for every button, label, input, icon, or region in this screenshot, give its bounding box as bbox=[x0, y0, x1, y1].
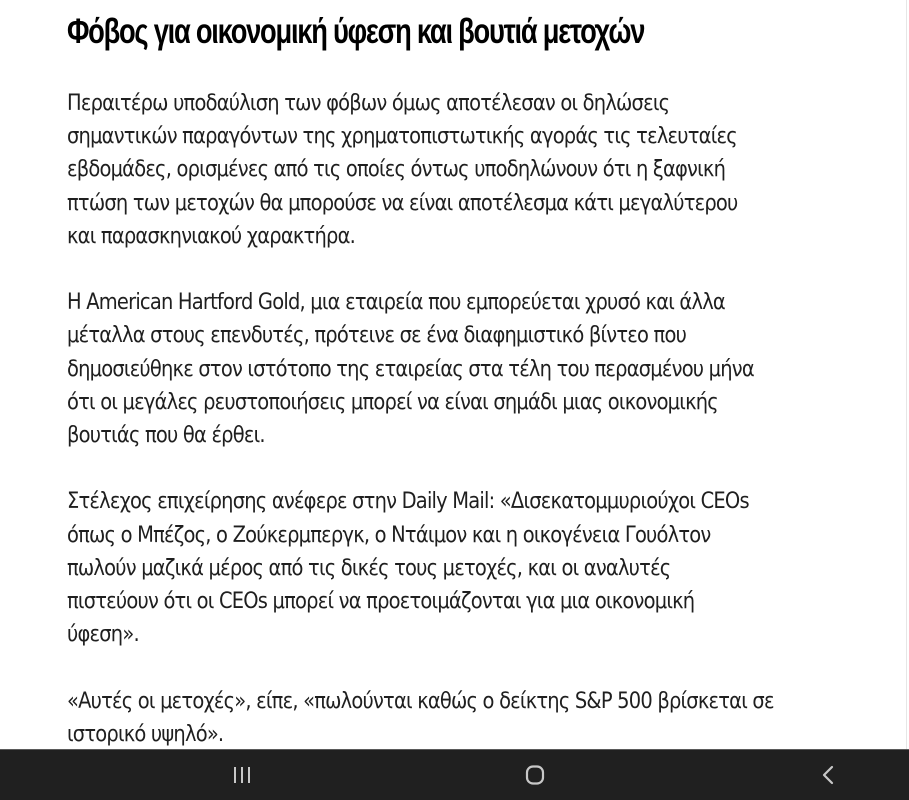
paragraph-2 bbox=[67, 286, 887, 452]
text-line: όπως ο Μπέζος, ο Ζούκερμπεργκ, ο Ντάιμον και η οικογένεια Γουόλτον bbox=[67, 522, 711, 548]
text-line: σημαντικών παραγόντων της χρηματοπιστωτικής αγοράς τις τελευταίες bbox=[67, 124, 737, 150]
recents-icon bbox=[232, 766, 252, 784]
text-line: πτώση των μετοχών θα μπορούσε να είναι αποτέλεσμα κάτι μεγαλύτερου bbox=[67, 190, 738, 216]
text-line: Στέλεχος επιχείρησης ανέφερε στην Daily Mail: «Δισεκατομμυριούχοι CEOs bbox=[67, 489, 749, 515]
home-icon bbox=[524, 765, 546, 785]
text-line: ύφεση». bbox=[67, 622, 139, 648]
recents-button[interactable] bbox=[202, 750, 282, 800]
text-line: ιστορικό υψηλό». bbox=[67, 721, 224, 747]
android-navigation-bar bbox=[0, 749, 909, 800]
text-line: πωλούν μαζικά μέρος από τις δικές τους μετοχές, και οι αναλυτές bbox=[67, 555, 671, 581]
text-line: πιστεύουν ότι οι CEOs μπορεί να προετοιμάζονται για μια οικονομική bbox=[67, 589, 695, 615]
paragraph-1 bbox=[67, 87, 887, 253]
back-icon bbox=[820, 765, 836, 785]
home-button[interactable] bbox=[495, 750, 575, 800]
scroll-edge bbox=[906, 0, 907, 749]
text-line: ότι οι μεγάλες ρευστοποιήσεις μπορεί να είναι σημάδι μιας οικονομικής bbox=[67, 389, 718, 415]
text-line: και παρασκηνιακού χαρακτήρα. bbox=[67, 223, 356, 249]
text-line: Περαιτέρω υποδαύλιση των φόβων όμως αποτέλεσαν οι δηλώσεις bbox=[67, 91, 670, 116]
text-line: μέταλλα στους επενδυτές, πρότεινε σε ένα διαφημιστικό βίντεο που bbox=[67, 323, 687, 349]
back-button[interactable] bbox=[788, 750, 868, 800]
paragraph-3 bbox=[67, 485, 887, 651]
paragraph-4 bbox=[67, 685, 887, 749]
text-line: Η American Hartford Gold, μια εταιρεία που εμπορεύεται χρυσό και άλλα bbox=[67, 290, 725, 316]
text-line: «Αυτές οι μετοχές», είπε, «πωλούνται καθώς ο δείκτης S&P 500 βρίσκεται σε bbox=[67, 688, 774, 714]
text-line: εβδομάδες, ορισμένες από τις οποίες όντως υποδηλώνουν ότι η ξαφνική bbox=[67, 157, 726, 183]
text-line: βουτιάς που θα έρθει. bbox=[67, 423, 265, 449]
article-headline: Φόβος για οικονομική ύφεση και βουτιά μετοχών bbox=[67, 12, 645, 51]
text-line: δημοσιεύθηκε στον ιστότοπο της εταιρείας στα τέλη του περασμένου μήνα bbox=[67, 356, 754, 382]
article-body bbox=[67, 87, 887, 749]
